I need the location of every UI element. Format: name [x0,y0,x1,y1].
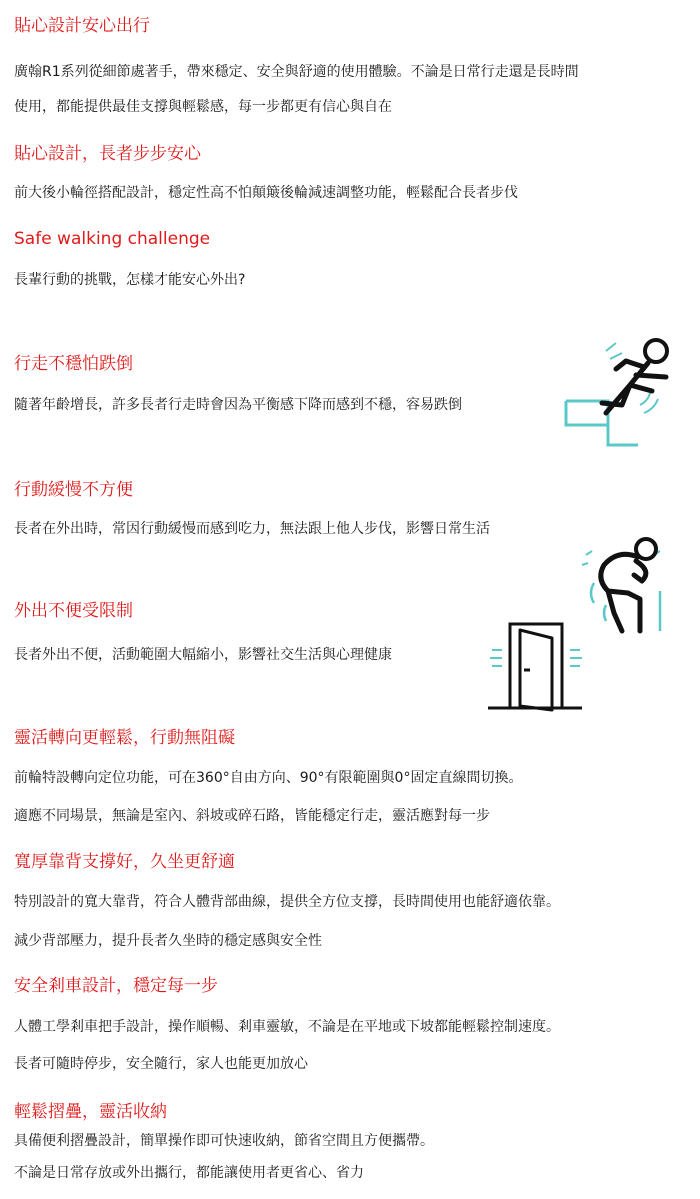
section-title: 貼心設計安心出行 [14,16,150,36]
feature-text: 前輪特設轉向定位功能，可在360°自由方向、90°有限範圍與0°固定直線間切換。 [14,770,523,786]
body-text: 廣翰R1系列從細節處著手，帶來穩定、安全與舒適的使用體驗。不論是日常行走還是長時間 [14,64,579,80]
feature-title: 安全剎車設計，穩定每一步 [14,976,218,996]
body-text: 使用，都能提供最佳支撐與輕鬆感，每一步都更有信心與自在 [14,99,392,115]
section-title: Safe walking challenge [14,229,211,249]
challenge-text: 隨著年齡增長，許多長者行走時會因為平衡感下降而感到不穩，容易跌倒 [14,397,462,413]
feature-text: 特別設計的寬大靠背，符合人體背部曲線，提供全方位支撐，長時間使用也能舒適依靠。 [14,894,560,910]
feature-text: 適應不同場景，無論是室內、斜坡或碎石路，皆能穩定行走，靈活應對每一步 [14,808,490,824]
feature-text: 長者可隨時停步，安全隨行，家人也能更加放心 [14,1056,308,1072]
section-title: 貼心設計，長者步步安心 [14,144,201,164]
falling-person-icon [560,335,678,447]
feature-text: 減少背部壓力，提升長者久坐時的穩定感與安全性 [14,933,322,949]
hunched-elder-icon [578,535,668,635]
feature-title: 輕鬆摺疊，靈活收納 [14,1102,167,1122]
challenge-title: 行動緩慢不方便 [14,480,133,500]
challenge-title: 行走不穩怕跌倒 [14,354,133,374]
challenge-title: 外出不便受限制 [14,601,133,621]
body-text: 前大後小輪徑搭配設計，穩定性高不怕顛簸後輪減速調整功能，輕鬆配合長者步伐 [14,185,518,201]
feature-text: 人體工學剎車把手設計，操作順暢、剎車靈敏，不論是在平地或下坡都能輕鬆控制速度。 [14,1019,560,1035]
challenge-text: 長者外出不便，活動範圍大幅縮小，影響社交生活與心理健康 [14,647,392,663]
feature-text: 具備便利摺疊設計，簡單操作即可快速收納，節省空間且方便攜帶。 [14,1133,434,1149]
feature-title: 寬厚靠背支撐好，久坐更舒適 [14,852,235,872]
open-door-icon [486,618,584,714]
body-text: 長輩行動的挑戰，怎樣才能安心外出? [14,272,246,288]
feature-text: 不論是日常存放或外出攜行，都能讓使用者更省心、省力 [14,1165,364,1181]
feature-title: 靈活轉向更輕鬆，行動無阻礙 [14,728,235,748]
challenge-text: 長者在外出時，常因行動緩慢而感到吃力，無法跟上他人步伐，影響日常生活 [14,521,490,537]
